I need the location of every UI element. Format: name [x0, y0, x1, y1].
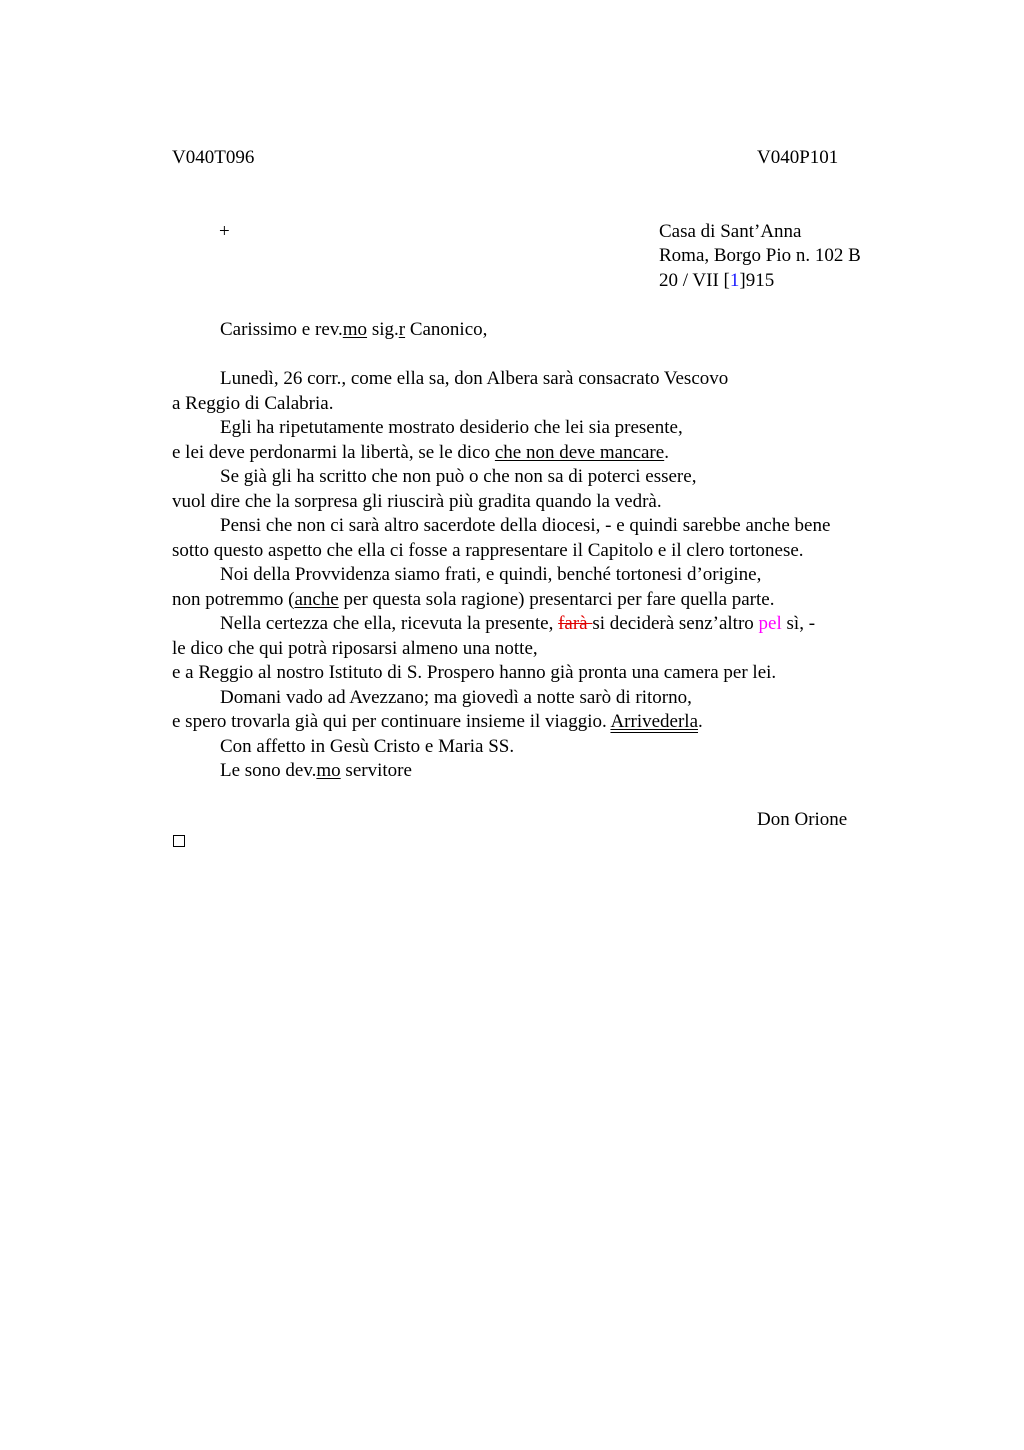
empty-square-icon [173, 835, 185, 847]
body-line-4-underlined: che non deve mancare [494, 442, 665, 463]
body-line-11 [220, 612, 815, 637]
body-line-11-inserted-word: pel [758, 613, 782, 634]
closing-line-2 [220, 759, 412, 784]
body-line-11-end: sì, - [781, 613, 816, 634]
body-line-10-text: non potremmo ( [172, 589, 295, 610]
date-prefix: 20 / VII [ [659, 270, 730, 291]
salutation-abbr-1: mo [342, 319, 368, 340]
body-line-11-text: Nella certezza che ella, ricevuta la presente, [220, 613, 559, 634]
body-line-1: Lunedì, 26 corr., come ella sa, don Albera sarà consacrato Vescovo [220, 368, 729, 389]
body-line-11-middle: si deciderà senz’altro [592, 613, 759, 634]
letter-date [659, 269, 774, 294]
archive-code-left: V040T096 [172, 147, 255, 168]
archive-code-right: V040P101 [757, 147, 839, 168]
body-line-11-struck-word: farà [558, 613, 593, 634]
body-line-12: le dico che qui potrà riposarsi almeno una notte, [172, 638, 538, 659]
salutation [220, 318, 487, 343]
signature: Don Orione [757, 809, 848, 830]
body-line-14: Domani vado ad Avezzano; ma giovedì a notte sarò di ritorno, [220, 687, 692, 708]
closing-line-1: Con affetto in Gesù Cristo e Maria SS. [220, 736, 515, 757]
body-line-10 [172, 588, 774, 613]
address-line-2: Roma, Borgo Pio n. 102 B [659, 245, 861, 266]
body-line-10-end: per questa sola ragione) presentarci per fare quella parte. [338, 589, 775, 610]
body-line-4-text: e lei deve perdonarmi la libertà, se le dico [172, 442, 495, 463]
body-line-6: vuol dire che la sorpresa gli riuscirà più gradita quando la vedrà. [172, 491, 662, 512]
body-line-9: Noi della Provvidenza siamo frati, e quindi, benché tortonesi d’origine, [220, 564, 762, 585]
salutation-part-3: Canonico, [405, 319, 488, 340]
salutation-part-2: sig. [367, 319, 399, 340]
body-line-2: a Reggio di Calabria. [172, 393, 334, 414]
body-line-15-text: e spero trovarla già qui per continuare insieme il viaggio. [172, 711, 611, 732]
cross-mark: + [219, 221, 230, 242]
salutation-part-1: Carissimo e rev. [220, 319, 343, 340]
address-line-1: Casa di Sant’Anna [659, 221, 802, 242]
date-editorial-digit: 1 [729, 270, 740, 291]
body-line-4-end: . [664, 442, 669, 463]
body-line-3: Egli ha ripetutamente mostrato desiderio che lei sia presente, [220, 417, 683, 438]
body-line-13: e a Reggio al nostro Istituto di S. Prospero hanno già pronta una camera per lei. [172, 662, 777, 683]
body-line-15 [172, 710, 703, 735]
closing-line-2-text: Le sono dev. [220, 760, 317, 781]
body-line-4 [172, 441, 669, 466]
body-line-10-underlined: anche [294, 589, 339, 610]
body-line-15-end: . [698, 711, 703, 732]
body-line-8: sotto questo aspetto che ella ci fosse a rappresentare il Capitolo e il clero tortonese. [172, 540, 804, 561]
closing-line-2-end: servitore [340, 760, 412, 781]
body-line-5: Se già gli ha scritto che non può o che non sa di poterci essere, [220, 466, 697, 487]
body-line-15-double-underlined: Arrivederla [610, 711, 699, 732]
date-suffix: ]915 [739, 270, 775, 291]
salutation-abbr-2: r [398, 319, 406, 340]
body-line-7: Pensi che non ci sarà altro sacerdote della diocesi, - e quindi sarebbe anche bene [220, 515, 831, 536]
closing-line-2-abbr: mo [316, 760, 341, 781]
